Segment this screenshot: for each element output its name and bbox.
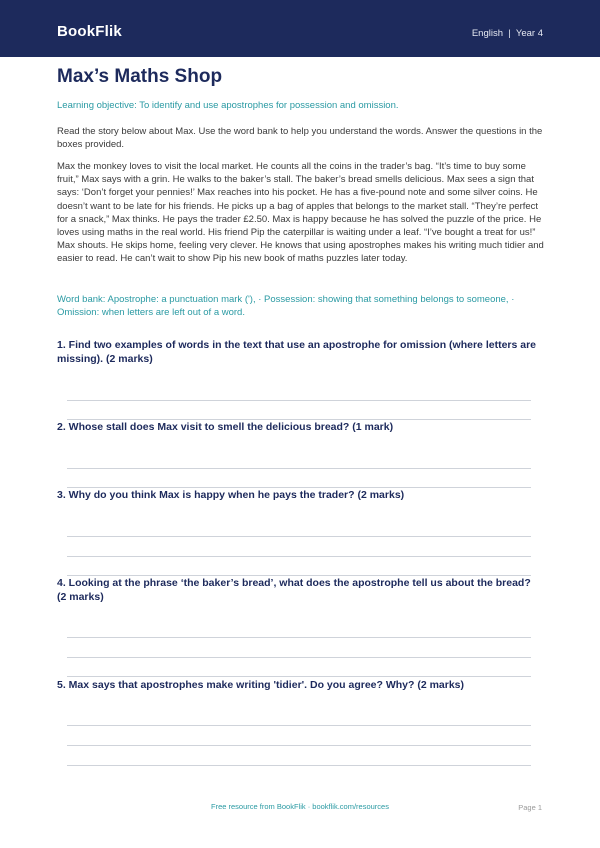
breadcrumb-separator: | [508, 28, 511, 39]
year-label: Year 4 [515, 28, 543, 39]
question-2: 2. Whose stall does Max visit to smell the delicious bread? (1 mark) [57, 421, 394, 433]
answer-line[interactable] [67, 725, 531, 726]
brand-logo: BookFlik [57, 23, 122, 40]
answer-line[interactable] [67, 556, 531, 557]
subject-breadcrumb [472, 28, 543, 39]
question-4: 4. Looking at the phrase ‘the baker’s bread’, what does the apostrophe tell us about the bread? (2 marks) [57, 577, 531, 603]
question-3: 3. Why do you think Max is happy when he pays the trader? (2 marks) [57, 489, 405, 501]
answer-line[interactable] [67, 657, 531, 658]
story-text: Max the monkey loves to visit the local market. He counts all the coins in the trader’s bag. “It’s time to buy some fruit,” Max says with a grin. He walks to the baker’s stall. The baker’s bread smells delicious. Max sees a sign that says: ‘Don’t forget your pennies!’ Max reaches into his pocket. He has a five-pound note and some silver coins. He doesn’t want to be late for his friends. He picks up a bag of apples that belongs to the market stall. “They’re perfect for a snack,” Max thinks. He pays the trader £2.50. Max is happy because he has solved the puzzle of the price. He loves using maths in the real world. His friend Pip the caterpillar is waiting under a leaf. “I’ve bought a treat for us!” Max shouts. He skips home, feeling very clever. He knows that using apostrophes makes his writing much tidier and easier to read. He can’t wait to show Pip his new book of maths puzzles later today. [57, 161, 544, 265]
instructions-text: Read the story below about Max. Use the word bank to help you understand the words. Answer the questions in the boxes provided. [57, 126, 543, 151]
answer-line[interactable] [67, 676, 531, 677]
word-bank: Word bank: Apostrophe: a punctuation mark ('), · Possession: showing that something belongs to someone, · Omission: when letters are left out of a word. [57, 294, 515, 319]
question-5: 5. Max says that apostrophes make writing 'tidier'. Do you agree? Why? (2 marks) [57, 679, 465, 691]
answer-line[interactable] [67, 745, 531, 746]
subject-label: English [471, 28, 504, 39]
answer-line[interactable] [67, 536, 531, 537]
answer-line[interactable] [67, 468, 531, 469]
page-number: Page 1 [518, 803, 542, 812]
learning-objective: Learning objective: To identify and use apostrophes for possession and omission. [57, 100, 399, 111]
page-title: Max’s Maths Shop [57, 66, 223, 87]
answer-line[interactable] [67, 637, 531, 638]
footer-link[interactable]: Free resource from BookFlik · bookflik.com/resources [211, 802, 389, 811]
answer-line[interactable] [67, 400, 531, 401]
header-bar [0, 0, 600, 57]
question-1: 1. Find two examples of words in the text that use an apostrophe for omission (where letters are missing). (2 marks) [57, 339, 537, 365]
answer-line[interactable] [67, 765, 531, 766]
